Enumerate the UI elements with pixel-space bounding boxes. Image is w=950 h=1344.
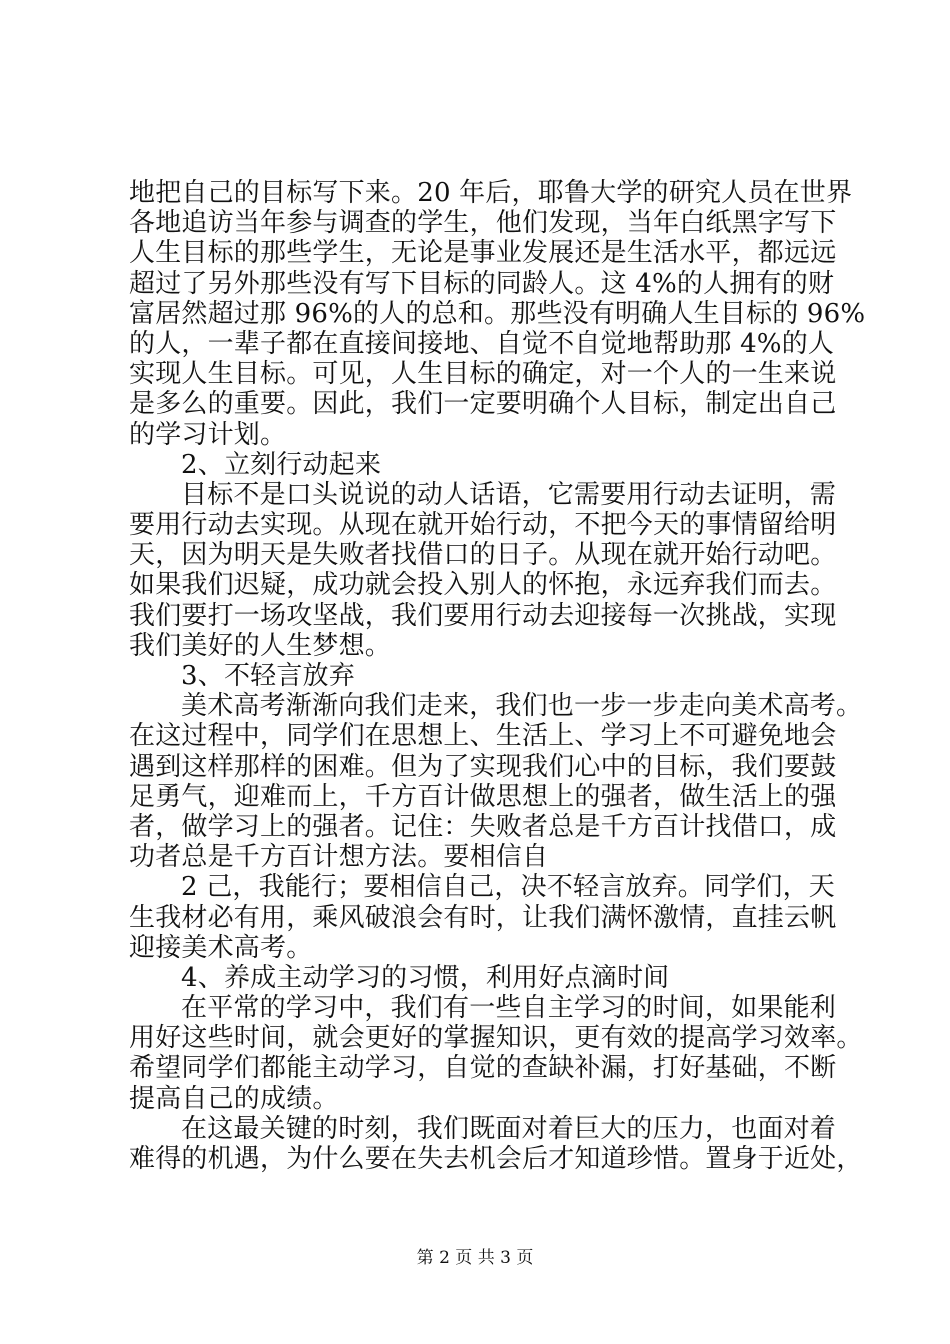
text-line: 人生目标的那些学生，无论是事业发展还是生活水平，都远远 [129, 238, 837, 269]
text-line: 富居然超过那 96%的人的总和。那些没有明确人生目标的 96% [129, 298, 866, 329]
text-line: 如果我们迟疑，成功就会投入别人的怀抱，永远弃我们而去。 [129, 570, 837, 601]
text-line: 迎接美术高考。 [129, 932, 313, 963]
page-footer: 第 2 页 共 3 页 [416, 1248, 534, 1268]
text-line: 3、不轻言放弃 [181, 661, 355, 691]
text-line: 在这过程中，同学们在思想上、生活上、学习上不可避免地会 [129, 721, 837, 752]
text-line: 难得的机遇，为什么要在失去机会后才知道珍惜。置身于近处， [129, 1144, 863, 1174]
text-line: 地把自己的目标写下来。20 年后，耶鲁大学的研究人员在世界 [129, 178, 853, 208]
text-line: 2、立刻行动起来 [181, 449, 382, 480]
text-line: 是多么的重要。因此，我们一定要明确个人目标，制定出自己 [129, 389, 837, 420]
text-line: 要用行动去实现。从现在就开始行动，不把今天的事情留给明 [129, 510, 837, 541]
text-line: 我们美好的人生梦想。 [129, 630, 392, 661]
text-line: 的学习计划。 [129, 419, 287, 450]
text-line: 4、养成主动学习的习惯，利用好点滴时间 [181, 962, 670, 993]
text-line: 足勇气，迎难而上，千方百计做思想上的强者，做生活上的强 [129, 781, 837, 812]
text-line: 在这最关键的时刻，我们既面对着巨大的压力，也面对着 [181, 1113, 837, 1144]
text-line: 我们要打一场攻坚战，我们要用行动去迎接每一次挑战，实现 [129, 600, 837, 631]
text-line: 在平常的学习中，我们有一些自主学习的时间，如果能利 [181, 993, 837, 1024]
text-line: 功者总是千方百计想方法。要相信自 [129, 842, 549, 873]
text-line: 超过了另外那些没有写下目标的同龄人。这 4%的人拥有的财 [129, 268, 835, 299]
text-line: 2 己，我能行；要相信自己，决不轻言放弃。同学们，天 [181, 872, 836, 903]
text-line: 用好这些时间，就会更好的掌握知识，更有效的提高学习效率。 [129, 1023, 863, 1054]
text-line: 的人，一辈子都在直接间接地、自觉不自觉地帮助那 4%的人 [129, 328, 835, 359]
text-line: 提高自己的成绩。 [129, 1083, 339, 1114]
text-line: 者，做学习上的强者。记住：失败者总是千方百计找借口，成 [129, 811, 837, 842]
text-line: 各地追访当年参与调查的学生，他们发现，当年白纸黑字写下 [129, 208, 837, 239]
text-line: 生我材必有用，乘风破浪会有时，让我们满怀激情，直挂云帆 [129, 902, 837, 933]
text-line: 天，因为明天是失败者找借口的日子。从现在就开始行动吧。 [129, 540, 837, 571]
document-body [129, 178, 866, 1174]
text-line: 实现人生目标。可见，人生目标的确定，对一个人的一生来说 [129, 359, 837, 390]
text-line: 遇到这样那样的困难。但为了实现我们心中的目标，我们要鼓 [129, 751, 837, 782]
text-line: 希望同学们都能主动学习，自觉的查缺补漏，打好基础，不断 [129, 1053, 837, 1084]
text-line: 目标不是口头说说的动人话语，它需要用行动去证明，需 [181, 479, 837, 510]
text-line: 美术高考渐渐向我们走来，我们也一步一步走向美术高考。 [181, 691, 863, 722]
